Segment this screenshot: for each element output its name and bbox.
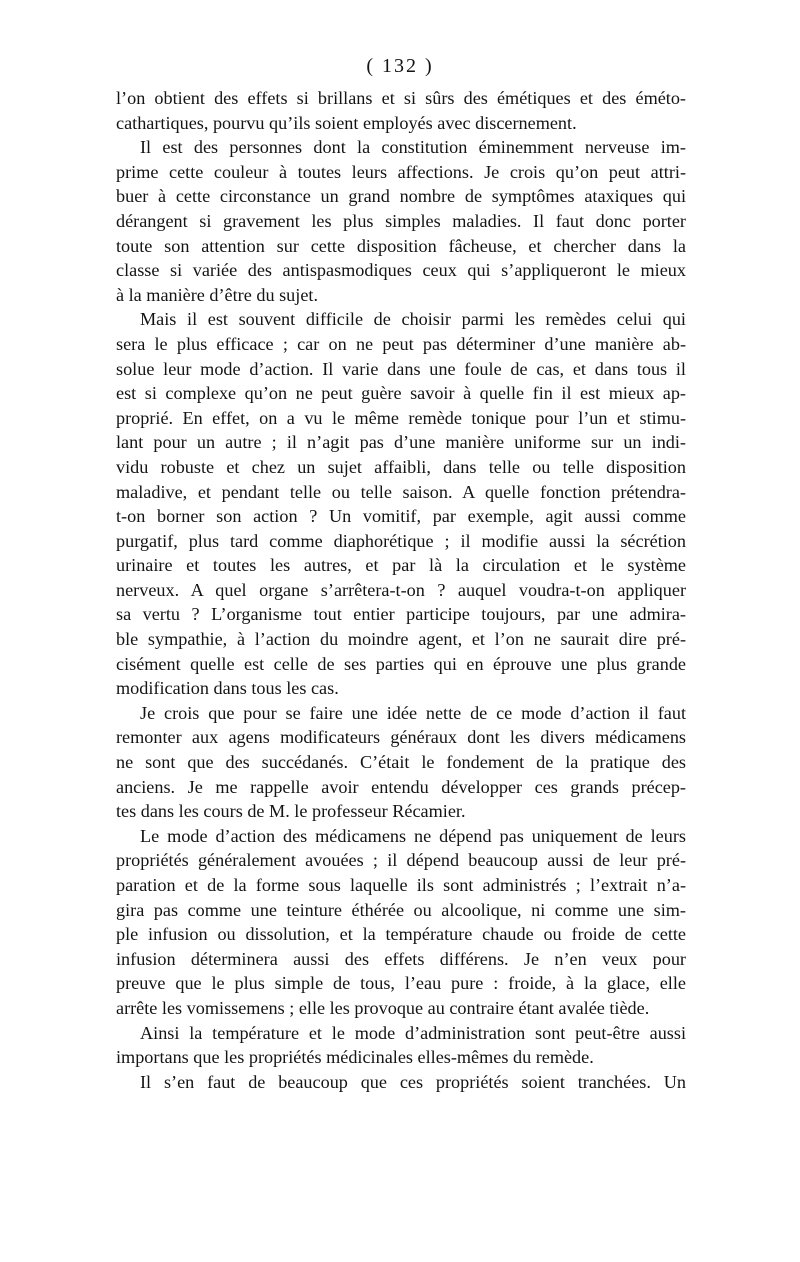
paragraph [116,701,686,824]
text-line: cathartiques, pourvu qu’ils soient employés avec discernement. [116,112,577,133]
text-line: prime cette couleur à toutes leurs affections. Je crois qu’on peut attri- [116,161,686,182]
paragraph [116,1021,686,1070]
page-number: ( 132 ) [366,55,434,77]
text-line: à la manière d’être du sujet. [116,284,318,305]
body-text [116,86,686,1094]
text-line: maladive, et pendant telle ou telle saison. A quelle fonction prétendra- [116,481,686,502]
text-line: modification dans tous les cas. [116,678,339,699]
text-line: Mais il est souvent difficile de choisir parmi les remèdes celui qui [140,309,686,330]
text-line: ne sont que des succédanés. C’était le fondement de la pratique des [116,752,686,773]
text-line: Ainsi la température et le mode d’administration sont peut-être aussi [140,1022,686,1043]
text-line: ple infusion ou dissolution, et la température chaude ou froide de cette [116,924,686,945]
paragraph [116,307,686,701]
text-line: nerveux. A quel organe s’arrêtera-t-on ? auquel voudra-t-on appliquer [116,579,686,600]
text-line: Je crois que pour se faire une idée nette de ce mode d’action il faut [140,702,686,723]
text-line: vidu robuste et chez un sujet affaibli, dans telle ou telle disposition [116,456,686,477]
text-line: gira pas comme une teinture éthérée ou alcoolique, ni comme une sim- [116,899,686,920]
text-line: Il s’en faut de beaucoup que ces propriétés soient tranchées. Un [140,1071,686,1092]
text-line: anciens. Je me rappelle avoir entendu développer ces grands précep- [116,776,686,797]
text-line: urinaire et toutes les autres, et par là la circulation et le système [116,555,686,576]
text-line: preuve que le plus simple de tous, l’eau pure : froide, à la glace, elle [116,973,686,994]
text-line: ble sympathie, à l’action du moindre agent, et l’on ne saurait dire pré- [116,629,686,650]
text-line: dérangent si gravement les plus simples maladies. Il faut donc porter [116,210,686,231]
text-line: cisément quelle est celle de ses parties qui en éprouve une plus grande [116,653,686,674]
text-line: proprié. En effet, on a vu le même remède tonique pour l’un et stimu- [116,407,686,428]
paragraph [116,135,686,307]
text-line: t-on borner son action ? Un vomitif, par exemple, agit aussi comme [116,506,686,527]
text-line: est si complexe qu’on ne peut guère savoir à quelle fin il est mieux ap- [116,383,686,404]
text-line: Il est des personnes dont la constitution éminemment nerveuse im- [140,137,686,158]
text-line: arrête les vomissemens ; elle les provoque au contraire étant avalée tiède. [116,997,650,1018]
text-line: paration et de la forme sous laquelle ils sont administrés ; l’extrait n’a- [116,875,686,895]
text-line: sera le plus efficace ; car on ne peut pas déterminer d’une manière ab- [116,333,686,354]
paragraph [116,1070,686,1095]
text-line: buer à cette circonstance un grand nombre de symptômes ataxiques qui [116,186,686,207]
text-line: solue leur mode d’action. Il varie dans une foule de cas, et dans tous il [116,358,686,379]
text-line: infusion déterminera aussi des effets différens. Je n’en veux pour [116,948,686,969]
text-line: Le mode d’action des médicamens ne dépend pas uniquement de leurs [140,825,686,846]
text-line: tes dans les cours de M. le professeur Récamier. [116,801,466,822]
text-line: propriétés généralement avouées ; il dépend beaucoup aussi de leur pré- [116,850,686,871]
text-line: purgatif, plus tard comme diaphorétique ; il modifie aussi la sécrétion [116,530,686,551]
text-line: sa vertu ? L’organisme tout entier participe toujours, par une admira- [116,604,686,625]
paragraph [116,86,686,135]
text-line: toute son attention sur cette disposition fâcheuse, et chercher dans la [116,235,686,256]
text-line: importans que les propriétés médicinales elles-mêmes du remède. [116,1047,594,1068]
paragraph [116,824,686,1021]
text-line: l’on obtient des effets si brillans et si sûrs des émétiques et des éméto- [116,88,686,108]
text-line: lant pour un autre ; il n’agit pas d’une manière uniforme sur un indi- [116,432,686,453]
text-line: remonter aux agens modificateurs généraux dont les divers médicamens [116,727,686,748]
text-line: classe si variée des antispasmodiques ceux qui s’appliqueront le mieux [116,260,686,281]
